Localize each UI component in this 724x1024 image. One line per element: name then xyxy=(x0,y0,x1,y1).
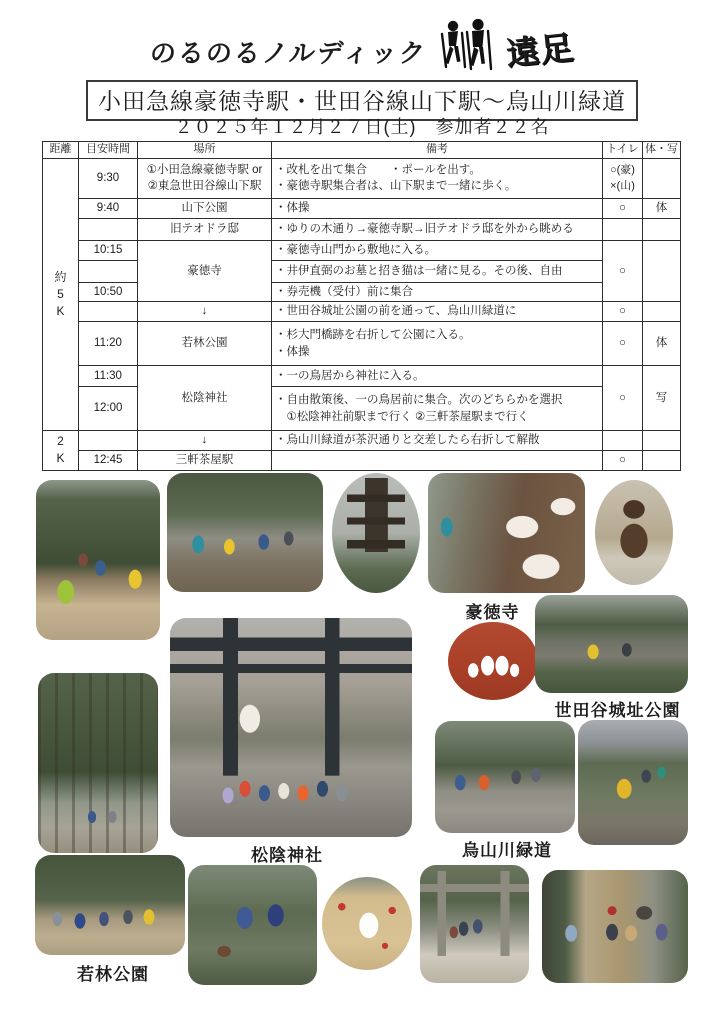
place-cell: ↓ xyxy=(138,302,272,322)
photo-gotokuji-pagoda xyxy=(332,473,420,593)
taiso-photo-cell xyxy=(643,302,681,322)
photo-shoin-ema-horse xyxy=(322,877,412,970)
itinerary-table xyxy=(42,141,681,471)
logo-text: のるのるノルディック xyxy=(148,38,428,68)
table-row-gotokuji-1 xyxy=(43,240,681,260)
time-cell: 9:40 xyxy=(79,198,138,218)
toilet-cell: ○ xyxy=(603,450,643,470)
caption-setagaya-castle: 世田谷城址公園 xyxy=(554,701,681,720)
remark-cell: ・券売機（受付）前に集合 xyxy=(272,282,603,302)
table-row-yamashita xyxy=(43,198,681,218)
table-row-sangenjaya xyxy=(43,450,681,470)
photo-garden-observation xyxy=(188,865,317,985)
time-cell: 10:50 xyxy=(79,282,138,302)
remark-cell: ・烏山川緑道が茶沢通りと交差したら右折して解散 xyxy=(272,431,603,451)
distance-cell-near: 2 K xyxy=(43,431,79,470)
toilet-cell xyxy=(603,431,643,451)
table-row-meet xyxy=(43,158,681,198)
date-participants: ２０２５年１２月２７日(土) 参加者２２名 xyxy=(174,117,550,137)
photo-stone-torii-path xyxy=(420,865,529,983)
place-cell: 山下公園 xyxy=(138,198,272,218)
place-cell: 旧テオドラ邸 xyxy=(138,218,272,240)
place-cell: ↓ xyxy=(138,431,272,451)
remark-cell: ・ゆりの木通り→豪徳寺駅→旧テオドラ邸を外から眺める xyxy=(272,218,603,240)
table-row-theodora xyxy=(43,218,681,240)
taiso-photo-cell xyxy=(643,431,681,451)
logo-badge-ensoku: 遠足 xyxy=(504,28,577,73)
taiso-photo-cell xyxy=(643,450,681,470)
col-header-place: 場所 xyxy=(138,142,272,159)
photo-shoin-approach-trees xyxy=(38,673,158,853)
time-cell: 11:30 xyxy=(79,366,138,387)
photo-wakabayashi-park xyxy=(35,855,185,955)
col-header-taiso-photo: 体・写 xyxy=(643,142,681,159)
col-header-toilet: トイレ xyxy=(603,142,643,159)
photo-gotokuji-cemetery-walk xyxy=(167,473,323,592)
photo-setagaya-castle-park xyxy=(535,595,688,693)
time-cell xyxy=(79,302,138,322)
time-cell: 9:30 xyxy=(79,158,138,198)
photo-karasuyama-greenway-2 xyxy=(578,720,688,845)
caption-shoin-shrine: 松陰神社 xyxy=(251,846,323,865)
table-row-shoin-1 xyxy=(43,366,681,387)
time-cell: 12:45 xyxy=(79,450,138,470)
place-cell: 若林公園 xyxy=(138,322,272,366)
photo-red-wall-maneki-neko xyxy=(448,622,538,700)
photo-karasuyama-greenway-1 xyxy=(435,721,575,833)
time-cell xyxy=(79,431,138,451)
time-cell xyxy=(79,260,138,282)
taiso-photo-cell-shoin: 写 xyxy=(643,366,681,431)
caption-wakabayashi-park: 若林公園 xyxy=(77,965,149,984)
col-header-distance: 距離 xyxy=(43,142,79,159)
table-header-row xyxy=(43,142,681,159)
taiso-photo-cell: 体 xyxy=(643,322,681,366)
taiso-photo-cell: 体 xyxy=(643,198,681,218)
table-row-to-greenway xyxy=(43,302,681,322)
place-cell: 三軒茶屋駅 xyxy=(138,450,272,470)
toilet-cell-gotokuji: ○ xyxy=(603,240,643,301)
place-cell: ①小田急線豪徳寺駅 or ②東急世田谷線山下駅 xyxy=(138,158,272,198)
distance-cell-far: 約 5 K xyxy=(43,158,79,430)
caption-gotokuji: 豪徳寺 xyxy=(465,603,520,622)
place-cell-gotokuji: 豪徳寺 xyxy=(138,240,272,301)
toilet-cell: ○ xyxy=(603,322,643,366)
toilet-cell: ○ xyxy=(603,198,643,218)
remark-cell: ・世田谷城址公園の前を通って、烏山川緑道に xyxy=(272,302,603,322)
photo-bronze-cat-statue xyxy=(595,480,673,585)
nordic-walkers-icon xyxy=(434,18,498,74)
photo-shoin-torii-group xyxy=(170,618,412,837)
photo-forest-path-walkers xyxy=(36,480,160,640)
time-cell: 12:00 xyxy=(79,387,138,431)
taiso-photo-cell xyxy=(643,218,681,240)
taiso-photo-cell-gotokuji xyxy=(643,240,681,301)
photo-shoin-statue-group xyxy=(542,870,688,983)
photo-collage xyxy=(0,470,724,1024)
col-header-time: 目安時間 xyxy=(79,142,138,159)
toilet-cell: ○(豪) ×(山) xyxy=(603,158,643,198)
toilet-cell-shoin: ○ xyxy=(603,366,643,431)
col-header-remarks: 備考 xyxy=(272,142,603,159)
caption-karasuyama-greenway: 烏山川緑道 xyxy=(462,841,552,860)
remark-cell: ・改札を出て集合 ・ポールを出す。 ・豪徳寺駅集合者は、山下駅まで一緒に歩く。 xyxy=(272,158,603,198)
remark-cell: ・一の鳥居から神社に入る。 xyxy=(272,366,603,387)
table-row-disband xyxy=(43,431,681,451)
table-row-wakabayashi xyxy=(43,322,681,366)
route-title: 小田急線豪徳寺駅・世田谷線山下駅～烏山川緑道 xyxy=(86,80,638,121)
remark-cell: ・杉大門橋跡を右折して公園に入る。 ・体操 xyxy=(272,322,603,366)
taiso-photo-cell xyxy=(643,158,681,198)
remark-cell: ・豪徳寺山門から敷地に入る。 xyxy=(272,240,603,260)
toilet-cell: ○ xyxy=(603,302,643,322)
logo-row xyxy=(0,18,724,74)
time-cell xyxy=(79,218,138,240)
time-cell: 10:15 xyxy=(79,240,138,260)
time-cell: 11:20 xyxy=(79,322,138,366)
remark-cell xyxy=(272,450,603,470)
place-cell-shoin: 松陰神社 xyxy=(138,366,272,431)
remark-cell: ・自由散策後、一の鳥居前に集合。次のどちらかを選択 ①松陰神社前駅まで行く ②三軒茶屋駅まで行く xyxy=(272,387,603,431)
remark-cell: ・井伊直弼のお墓と招き猫は一緒に見る。その後、自由 xyxy=(272,260,603,282)
toilet-cell xyxy=(603,218,643,240)
photo-maneki-neko-shelves xyxy=(428,473,585,593)
remark-cell: ・体操 xyxy=(272,198,603,218)
